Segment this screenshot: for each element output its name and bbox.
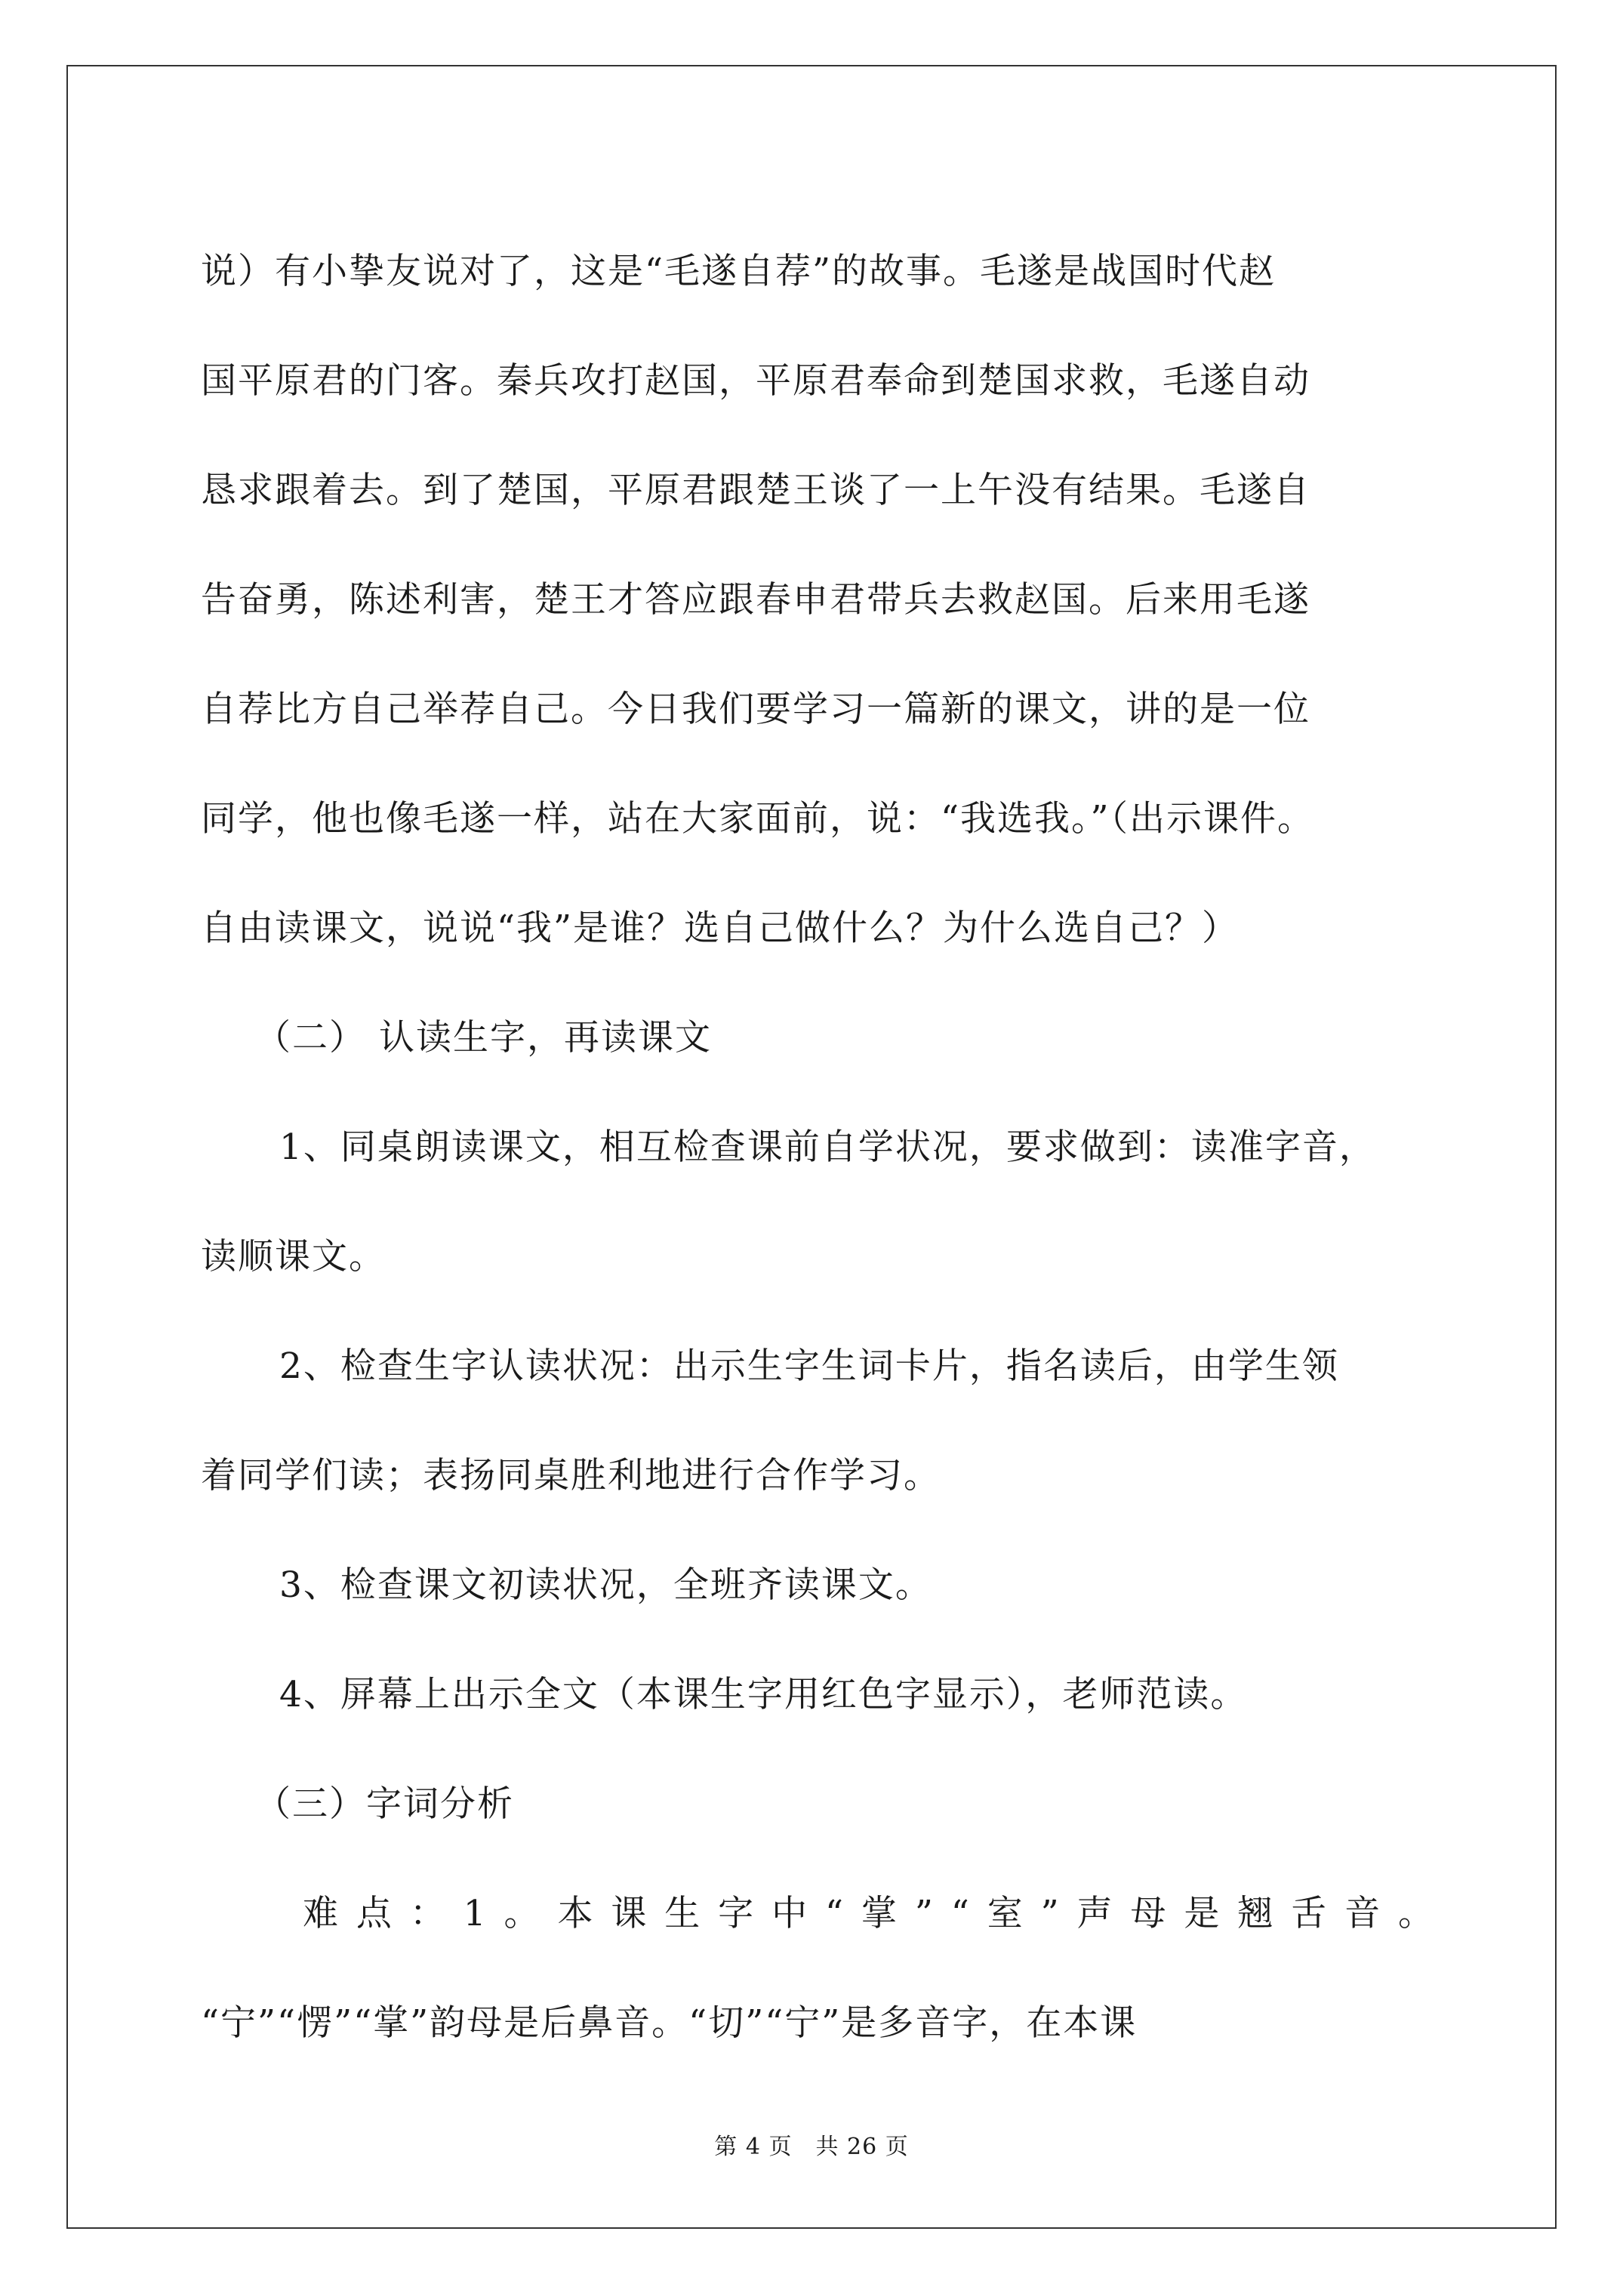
difficulty-char: 音 (1344, 1893, 1382, 1934)
difficulty-char: 中 (771, 1893, 809, 1934)
section-heading-2: （二） 认读生字，再读课文 (255, 1017, 712, 1059)
difficulty-char: ： (409, 1893, 447, 1934)
paragraph-line: 自由读课文，说说“我”是谁？选自己做什么？为什么选自己？） (201, 908, 1240, 949)
paragraph-line: 同学，他也像毛遂一样，站在大家面前，说：“我选我。”（出示课件。 (201, 798, 1315, 840)
list-item-1-line1: 1、同桌朗读课文，相互检查课前自学状况，要求做到：读准字音， (279, 1126, 1376, 1168)
list-item-3: 3、检查课文初读状况，全班齐读课文。 (279, 1564, 932, 1606)
document-body (201, 217, 1435, 2078)
difficulty-char: 点 (356, 1893, 393, 1934)
difficulty-char: 室 (987, 1893, 1024, 1934)
difficulty-char: “ (950, 1893, 971, 1934)
difficulty-char: 难 (303, 1893, 340, 1934)
difficulty-char: 本 (557, 1893, 595, 1934)
difficulty-char: “ (824, 1893, 845, 1934)
paragraph-line: 恳求跟着去。到了楚国，平原君跟楚王谈了一上午没有结果。毛遂自 (201, 470, 1310, 511)
list-item-1-line2: 读顺课文。 (201, 1236, 386, 1277)
difficulty-char: 是 (1184, 1893, 1221, 1934)
difficulty-line-1 (201, 1859, 1435, 1968)
section-heading-3: （三）字词分析 (255, 1783, 514, 1825)
difficulty-char: ” (1040, 1893, 1061, 1934)
difficulty-line-2: “宁”“愣”“掌”韵母是后鼻音。“切”“宁”是多音字，在本课 (201, 2002, 1138, 2044)
paragraph-line: 说）有小挚友说对了，这是“毛遂自荐”的故事。毛遂是战国时代赵 (201, 251, 1277, 292)
paragraph-line: 告奋勇，陈述利害，楚王才答应跟春申君带兵去救赵国。后来用毛遂 (201, 579, 1310, 621)
difficulty-char: 生 (664, 1893, 702, 1934)
paragraph-line: 自荐比方自己举荐自己。今日我们要学习一篇新的课文，讲的是一位 (201, 689, 1310, 730)
difficulty-char: 课 (611, 1893, 648, 1934)
list-item-2-line1: 2、检查生字认读状况：出示生字生词卡片，指名读后，由学生领 (279, 1345, 1339, 1387)
difficulty-char: 。 (504, 1893, 541, 1934)
difficulty-char: 字 (718, 1893, 756, 1934)
difficulty-char: 声 (1076, 1893, 1114, 1934)
difficulty-char: 母 (1130, 1893, 1168, 1934)
difficulty-char: 1 (463, 1893, 488, 1934)
difficulty-char: ” (914, 1893, 935, 1934)
difficulty-char: 。 (1397, 1893, 1435, 1934)
page-number-footer: 第 4 页 共 26 页 (714, 2134, 909, 2160)
difficulty-char: 舌 (1291, 1893, 1329, 1934)
list-item-2-line2: 着同学们读；表扬同桌胜利地进行合作学习。 (201, 1455, 941, 1496)
difficulty-char: 掌 (861, 1893, 898, 1934)
list-item-4: 4、屏幕上出示全文（本课生字用红色字显示），老师范读。 (279, 1674, 1248, 1715)
paragraph-line: 国平原君的门客。秦兵攻打赵国，平原君奉命到楚国求救，毛遂自动 (201, 360, 1310, 402)
difficulty-char: 翘 (1237, 1893, 1275, 1934)
